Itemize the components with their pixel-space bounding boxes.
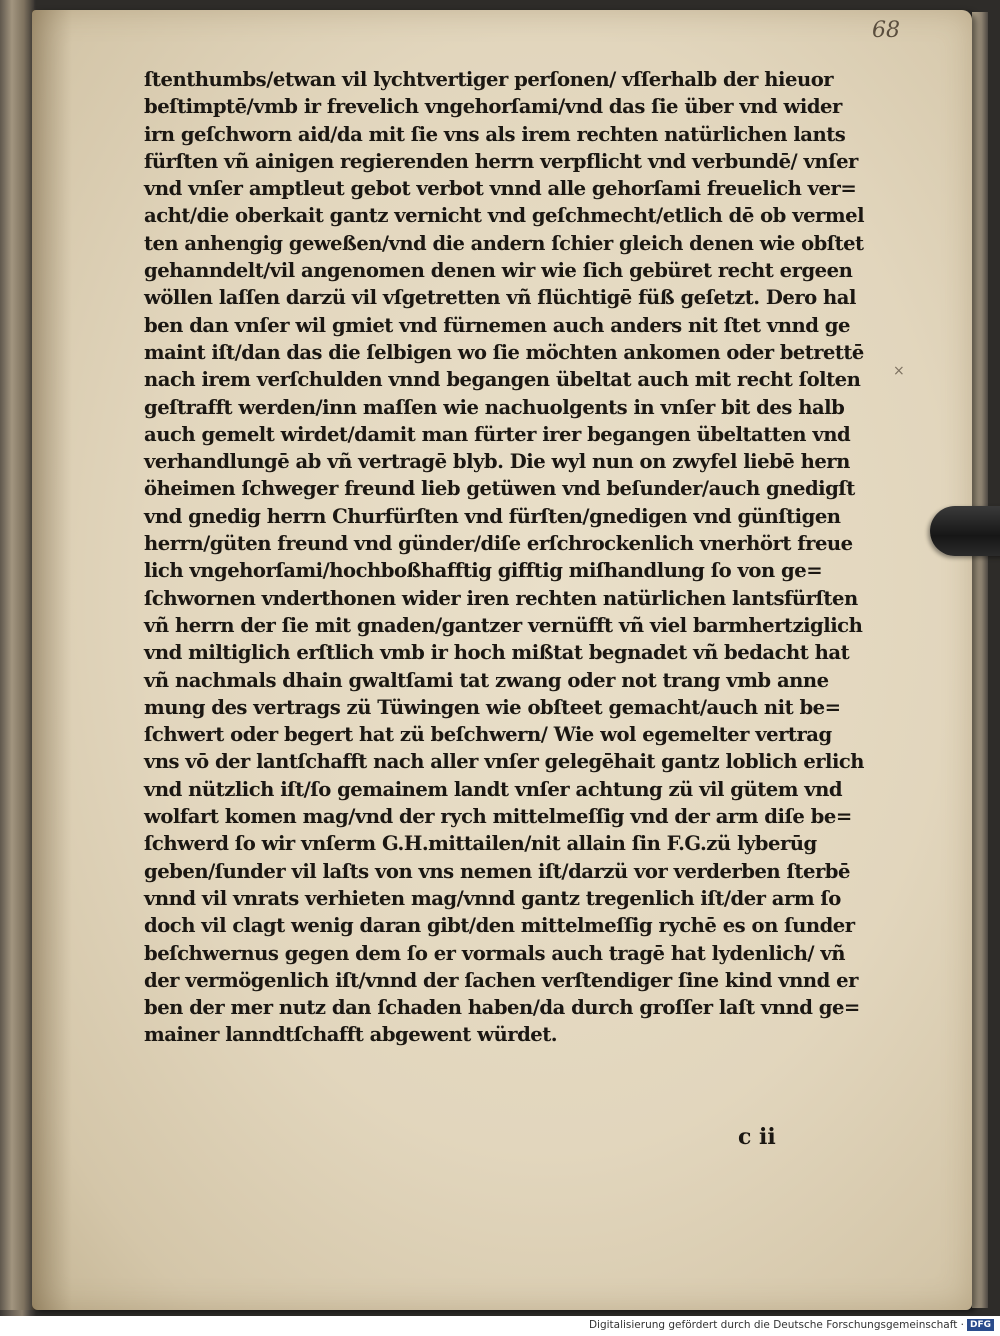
dfg-logo: DFG bbox=[967, 1319, 994, 1331]
text-line: herrn/güten freund vnd günder/diſe erſchrockenlich vnerhört freue bbox=[144, 532, 853, 556]
text-line: lich vngehorſami/hochboßhafftig gifftig miſhandlung ſo von ge= bbox=[144, 559, 823, 583]
text-line: geſtrafft werden/inn maſſen wie nachuolgents in vnſer bit des halb bbox=[144, 395, 845, 419]
text-line: verhandlungē ab vñ vertragē blyb. Die wyl nun on zwyfel liebē hern bbox=[144, 450, 850, 474]
signature-mark: c ii bbox=[738, 1124, 776, 1150]
text-line: fürſten vñ ainigen regierenden herrn verpflicht vnd verbundē/ vnſer bbox=[144, 149, 858, 173]
text-line: mainer lanndtſchafft abgewent würdet. bbox=[144, 1023, 558, 1047]
text-line: auch gemelt wirdet/damit man fürter irer begangen übeltatten vnd bbox=[144, 422, 851, 446]
text-line: beſtimptē/vmb ir frevelich vngehorſami/vnd das ſie über vnd wider bbox=[144, 95, 842, 119]
text-line: wolfart komen mag/vnd der rych mittelmeſſig vnd der arm diſe be= bbox=[144, 805, 852, 829]
facing-page-edge bbox=[0, 0, 34, 1310]
text-line: maint iſt/dan das die ſelbigen wo ſie möchten ankomen oder betrettē bbox=[144, 340, 864, 364]
text-line: wöllen laſſen darzü vil vſgetretten vñ flüchtigē füß geſetzt. Dero hal bbox=[144, 286, 856, 310]
text-line: geben/ſunder vil laſts von vns nemen iſt/darzü vor verderben ſterbē bbox=[144, 859, 850, 883]
text-line: vñ herrn der ſie mit gnaden/gantzer vernüfft vñ viel barmhertziglich bbox=[144, 613, 863, 637]
text-line: vnd nützlich iſt/ſo gemainem landt vnſer achtung zü vil gütem vnd bbox=[144, 777, 843, 801]
text-line: irn geſchworn aid/da mit ſie vns als irem rechten natürlichen lants bbox=[144, 122, 846, 146]
text-line: nach irem verſchulden vnnd begangen übeltat auch mit recht ſolten bbox=[144, 368, 861, 392]
page-stack-edge bbox=[972, 12, 988, 1308]
text-line: vnd vnſer amptleut gebot verbot vnnd alle gehorſami freuelich ver= bbox=[144, 177, 857, 201]
text-line: ben dan vnſer wil gmiet vnd fürnemen auch anders nit ſtet vnnd ge bbox=[144, 313, 850, 337]
text-line: der vermögenlich iſt/vnnd der ſachen verſtendiger ſine kind vnnd er bbox=[144, 968, 858, 992]
text-line: vñ nachmals dhain gwaltſami tat zwang oder not trang vmb anne bbox=[144, 668, 829, 692]
text-line: acht/die oberkait gantz vernicht vnd geſchmecht/etlich dē ob vermel bbox=[144, 204, 865, 228]
margin-mark: × bbox=[893, 363, 905, 379]
text-line: vnnd vil vnrats verhieten mag/vnnd gantz tregenlich iſt/der arm ſo bbox=[144, 886, 841, 910]
text-line: ſchwornen vnderthonen wider iren rechten natürlichen lantsfürſten bbox=[144, 586, 858, 610]
text-line: ſtenthumbs/etwan vil lychtvertiger perſonen/ vſſerhalb der hieuor bbox=[144, 68, 834, 91]
folio-number: 68 bbox=[872, 18, 900, 43]
gutter-shadow bbox=[32, 10, 72, 1310]
text-line: ſchwerd ſo wir vnſerm G.H.mittailen/nit allain ſin F.G.zü lyberūg bbox=[144, 832, 817, 856]
text-line: doch vil clagt wenig daran gibt/den mittelmeſſig rychē es on ſunder bbox=[144, 914, 855, 938]
text-line: ten anhengig geweßen/vnd die andern ſchier gleich denen wie obſtet bbox=[144, 231, 864, 255]
text-line: ſchwert oder begert hat zü beſchwern/ Wie wol egemelter vertrag bbox=[144, 723, 832, 747]
body-text bbox=[144, 66, 864, 1049]
text-line: öheimen ſchweger freund lieb getüwen vnd beſunder/auch gnedigſt bbox=[144, 477, 855, 501]
bookmark-tab bbox=[930, 506, 1000, 556]
text-line: vnd gnedig herrn Churfürſten vnd fürſten/gnedigen vnd günſtigen bbox=[144, 504, 841, 528]
text-line: ben der mer nutz dan ſchaden haben/da durch groſſer laſt vnnd ge= bbox=[144, 996, 860, 1020]
text-line: vnd miltiglich erſtlich vmb ir hoch mißtat begnadet vñ bedacht hat bbox=[144, 641, 850, 665]
text-line: mung des vertrags zü Tüwingen wie obſteet gemacht/auch nit be= bbox=[144, 695, 841, 719]
text-line: vns vō der lantſchafft nach aller vnſer gelegēhait gantz loblich erlich bbox=[144, 750, 864, 774]
text-line: beſchwernus gegen dem ſo er vormals auch tragē hat lydenlich/ vñ bbox=[144, 941, 846, 965]
footer-credit: Digitalisierung gefördert durch die Deutsche Forschungsgemeinschaft · bbox=[588, 1319, 964, 1331]
text-line: gehanndelt/vil angenomen denen wir wie ſich gebüret recht ergeen bbox=[144, 259, 853, 283]
